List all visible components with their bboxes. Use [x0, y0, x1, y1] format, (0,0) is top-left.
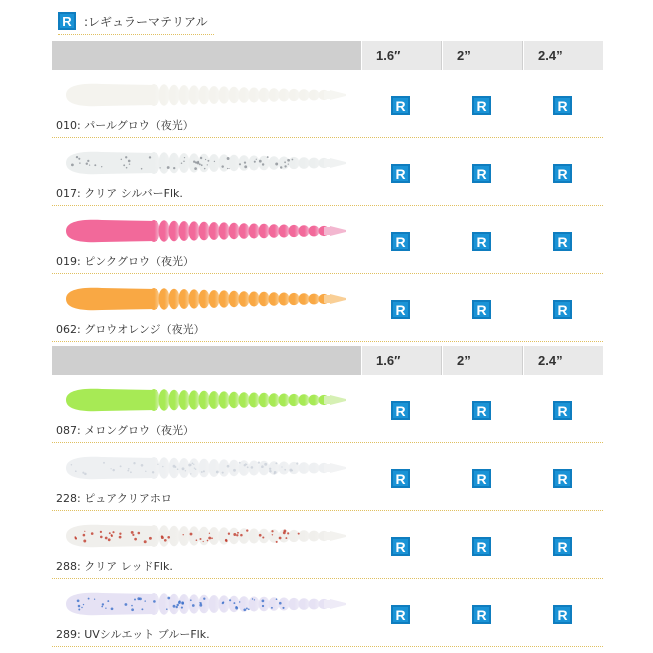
regular-material-badge: R [472, 96, 491, 115]
regular-material-badge: R [58, 12, 76, 30]
color-label: 289: UVシルエット ブルーFlk. [56, 628, 210, 641]
regular-material-badge: R [553, 401, 572, 420]
color-label: 087: メロングロウ（夜光） [56, 424, 194, 437]
regular-material-badge: R [391, 300, 410, 319]
color-row [52, 274, 603, 342]
regular-material-badge: R [391, 605, 410, 624]
regular-material-badge: R [391, 232, 410, 251]
color-label: 062: グロウオレンジ（夜光） [56, 323, 205, 336]
color-label: 288: クリア レッドFlk. [56, 560, 173, 573]
regular-material-badge: R [472, 164, 491, 183]
lure-image [62, 385, 348, 415]
regular-material-badge: R [553, 96, 572, 115]
regular-material-badge: R [391, 469, 410, 488]
regular-material-badge: R [553, 164, 572, 183]
lure-image [62, 148, 348, 178]
regular-material-badge: R [553, 605, 572, 624]
color-row [52, 511, 603, 579]
color-row [52, 138, 603, 206]
size-header-cell: 2.4” [523, 41, 603, 70]
regular-material-badge: R [472, 605, 491, 624]
color-label: 019: ピンクグロウ（夜光） [56, 255, 194, 268]
legend-text: :レギュラーマテリアル [84, 14, 208, 29]
lure-image [62, 80, 348, 110]
size-header-cell: 2.4” [523, 346, 603, 375]
lure-image [62, 216, 348, 246]
material-legend [58, 8, 214, 35]
regular-material-badge: R [391, 401, 410, 420]
color-row [52, 579, 603, 647]
regular-material-badge: R [553, 232, 572, 251]
lure-image [62, 521, 348, 551]
regular-material-badge: R [472, 232, 491, 251]
size-header-cell: 2” [442, 346, 522, 375]
color-size-table [52, 346, 603, 647]
regular-material-badge: R [391, 164, 410, 183]
lure-image [62, 284, 348, 314]
regular-material-badge: R [472, 469, 491, 488]
color-row [52, 206, 603, 274]
color-size-table [52, 41, 603, 342]
color-row [52, 443, 603, 511]
color-label: 017: クリア シルバーFlk. [56, 187, 183, 200]
regular-material-badge: R [472, 537, 491, 556]
regular-material-badge: R [391, 537, 410, 556]
regular-material-badge: R [391, 96, 410, 115]
color-row [52, 375, 603, 443]
regular-material-badge: R [553, 537, 572, 556]
lure-image [62, 453, 348, 483]
regular-material-badge: R [472, 401, 491, 420]
regular-material-badge: R [553, 469, 572, 488]
size-header-cell: 1.6″ [361, 346, 441, 375]
size-header-cell: 2” [442, 41, 522, 70]
lure-image [62, 589, 348, 619]
size-header-row [52, 346, 603, 375]
color-label: 228: ピュアクリアホロ [56, 492, 172, 505]
size-header-cell: 1.6″ [361, 41, 441, 70]
regular-material-badge: R [472, 300, 491, 319]
color-row [52, 70, 603, 138]
color-label: 010: パールグロウ（夜光） [56, 119, 194, 132]
size-header-row [52, 41, 603, 70]
regular-material-badge: R [553, 300, 572, 319]
